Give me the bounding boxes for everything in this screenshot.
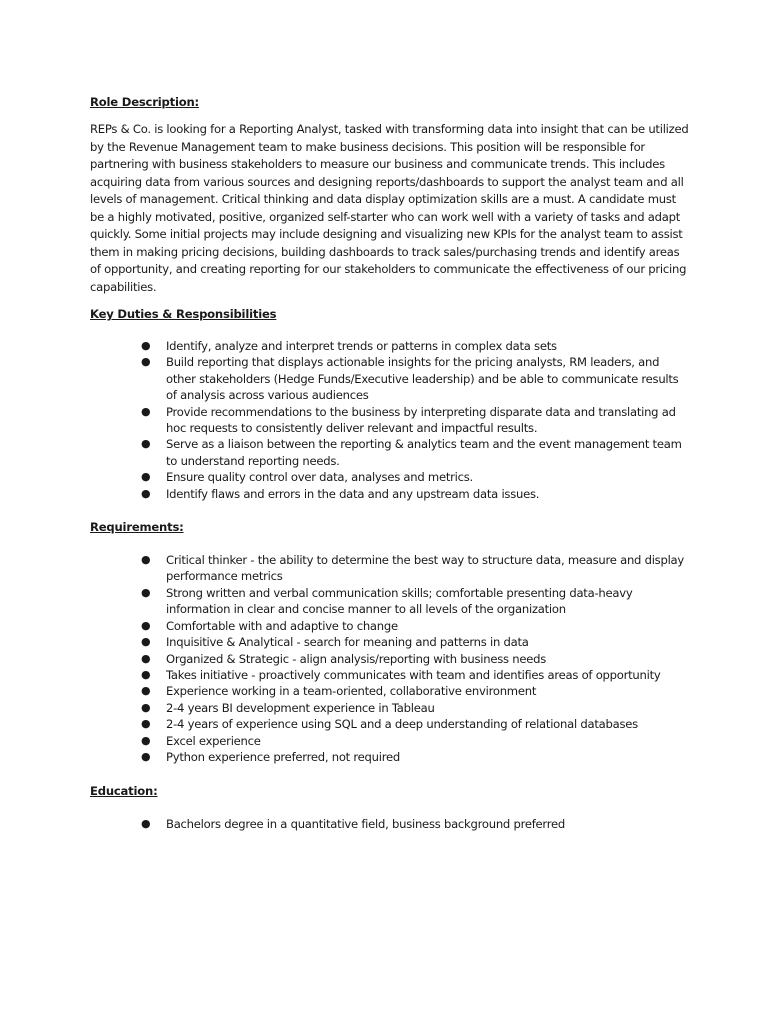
list-item: ● Comfortable with and adaptive to change xyxy=(141,618,398,633)
requirements-list xyxy=(90,552,690,765)
bullet-icon: ● xyxy=(141,749,151,763)
list-item: ● Build reporting that displays actionable insights for the pricing analysts, RM leaders, and other stakeholders (Hedge Funds/Executive leadership) and be able to communicate results of analysis across various audiences xyxy=(141,355,679,403)
document-page xyxy=(90,91,690,833)
bullet-icon: ● xyxy=(141,486,151,500)
list-item: ● Bachelors degree in a quantitative field, business background preferred xyxy=(141,817,565,832)
bullet-icon: ● xyxy=(141,585,151,599)
list-item: ● 2-4 years BI development experience in Tableau xyxy=(141,700,435,715)
list-item: ● Identify, analyze and interpret trends or patterns in complex data sets xyxy=(141,339,557,353)
bullet-icon: ● xyxy=(141,355,151,369)
list-item: ● Serve as a liaison between the reporting & analytics team and the event management team to understand reporting needs. xyxy=(141,437,682,468)
bullet-icon: ● xyxy=(141,733,151,747)
bullet-icon: ● xyxy=(141,717,151,731)
list-item: ● Critical thinker - the ability to determine the best way to structure data, measure and display performance metrics xyxy=(141,553,685,584)
list-item: ● Python experience preferred, not required xyxy=(141,749,400,764)
bullet-icon: ● xyxy=(141,651,151,665)
list-item: ● Excel experience xyxy=(141,733,261,748)
bullet-icon: ● xyxy=(141,684,151,698)
bullet-icon: ● xyxy=(141,553,151,567)
list-item: ● Provide recommendations to the business by interpreting disparate data and translating ad hoc requests to consistently deliver relevant and impactful results. xyxy=(141,404,676,436)
bullet-icon: ● xyxy=(141,404,151,418)
education-list xyxy=(90,816,690,832)
bullet-icon: ● xyxy=(141,667,151,681)
bullet-icon: ● xyxy=(141,635,151,649)
list-item: ● Takes initiative - proactively communicates with team and identifies areas of opportunity xyxy=(141,667,661,682)
requirements-heading: Requirements: xyxy=(90,520,184,535)
bullet-icon: ● xyxy=(141,339,151,352)
list-item: ● Experience working in a team-oriented, collaborative environment xyxy=(141,684,537,699)
bullet-icon: ● xyxy=(141,470,151,484)
role-description-heading: Role Description: xyxy=(90,95,199,109)
key-duties-list xyxy=(90,338,690,502)
bullet-icon: ● xyxy=(141,437,151,451)
list-item: ● Organized & Strategic - align analysis/reporting with business needs xyxy=(141,651,546,666)
education-heading: Education: xyxy=(90,784,158,799)
list-item: ● Inquisitive & Analytical - search for meaning and patterns in data xyxy=(141,635,529,650)
role-description-paragraph: REPs & Co. is looking for a Reporting Analyst, tasked with transforming data into insight that can be utilized by the Revenue Management team to make business decisions. This position will be responsible for partnering with business stakeholders to measure our business and communicate trends. This includes acquiring data from various sources and designing reports/dashboards to support the analyst team and all levels of management. Critical thinking and data display optimization skills are a must. A candidate must be a highly motivated, positive, organized self-starter who can work well with a variety of tasks and adapt quickly. Some initial projects may include designing and visualizing new KPIs for the analyst team to assist them in making pricing decisions, building dashboards to track sales/purchasing trends and identify areas of opportunity, and creating reporting for our stakeholders to communicate the effectiveness of our pricing capabilities. xyxy=(90,122,689,294)
bullet-icon: ● xyxy=(141,817,151,831)
list-item: ● Strong written and verbal communication skills; comfortable presenting data-heavy information in clear and concise manner to all levels of the organization xyxy=(141,585,633,617)
list-item: ● Identify flaws and errors in the data and any upstream data issues. xyxy=(141,486,540,501)
bullet-icon: ● xyxy=(141,700,151,714)
key-duties-heading: Key Duties & Responsibilities xyxy=(90,307,277,321)
bullet-icon: ● xyxy=(141,618,151,632)
list-item: ● 2-4 years of experience using SQL and a deep understanding of relational databases xyxy=(141,717,638,732)
list-item: ● Ensure quality control over data, analyses and metrics. xyxy=(141,470,473,485)
